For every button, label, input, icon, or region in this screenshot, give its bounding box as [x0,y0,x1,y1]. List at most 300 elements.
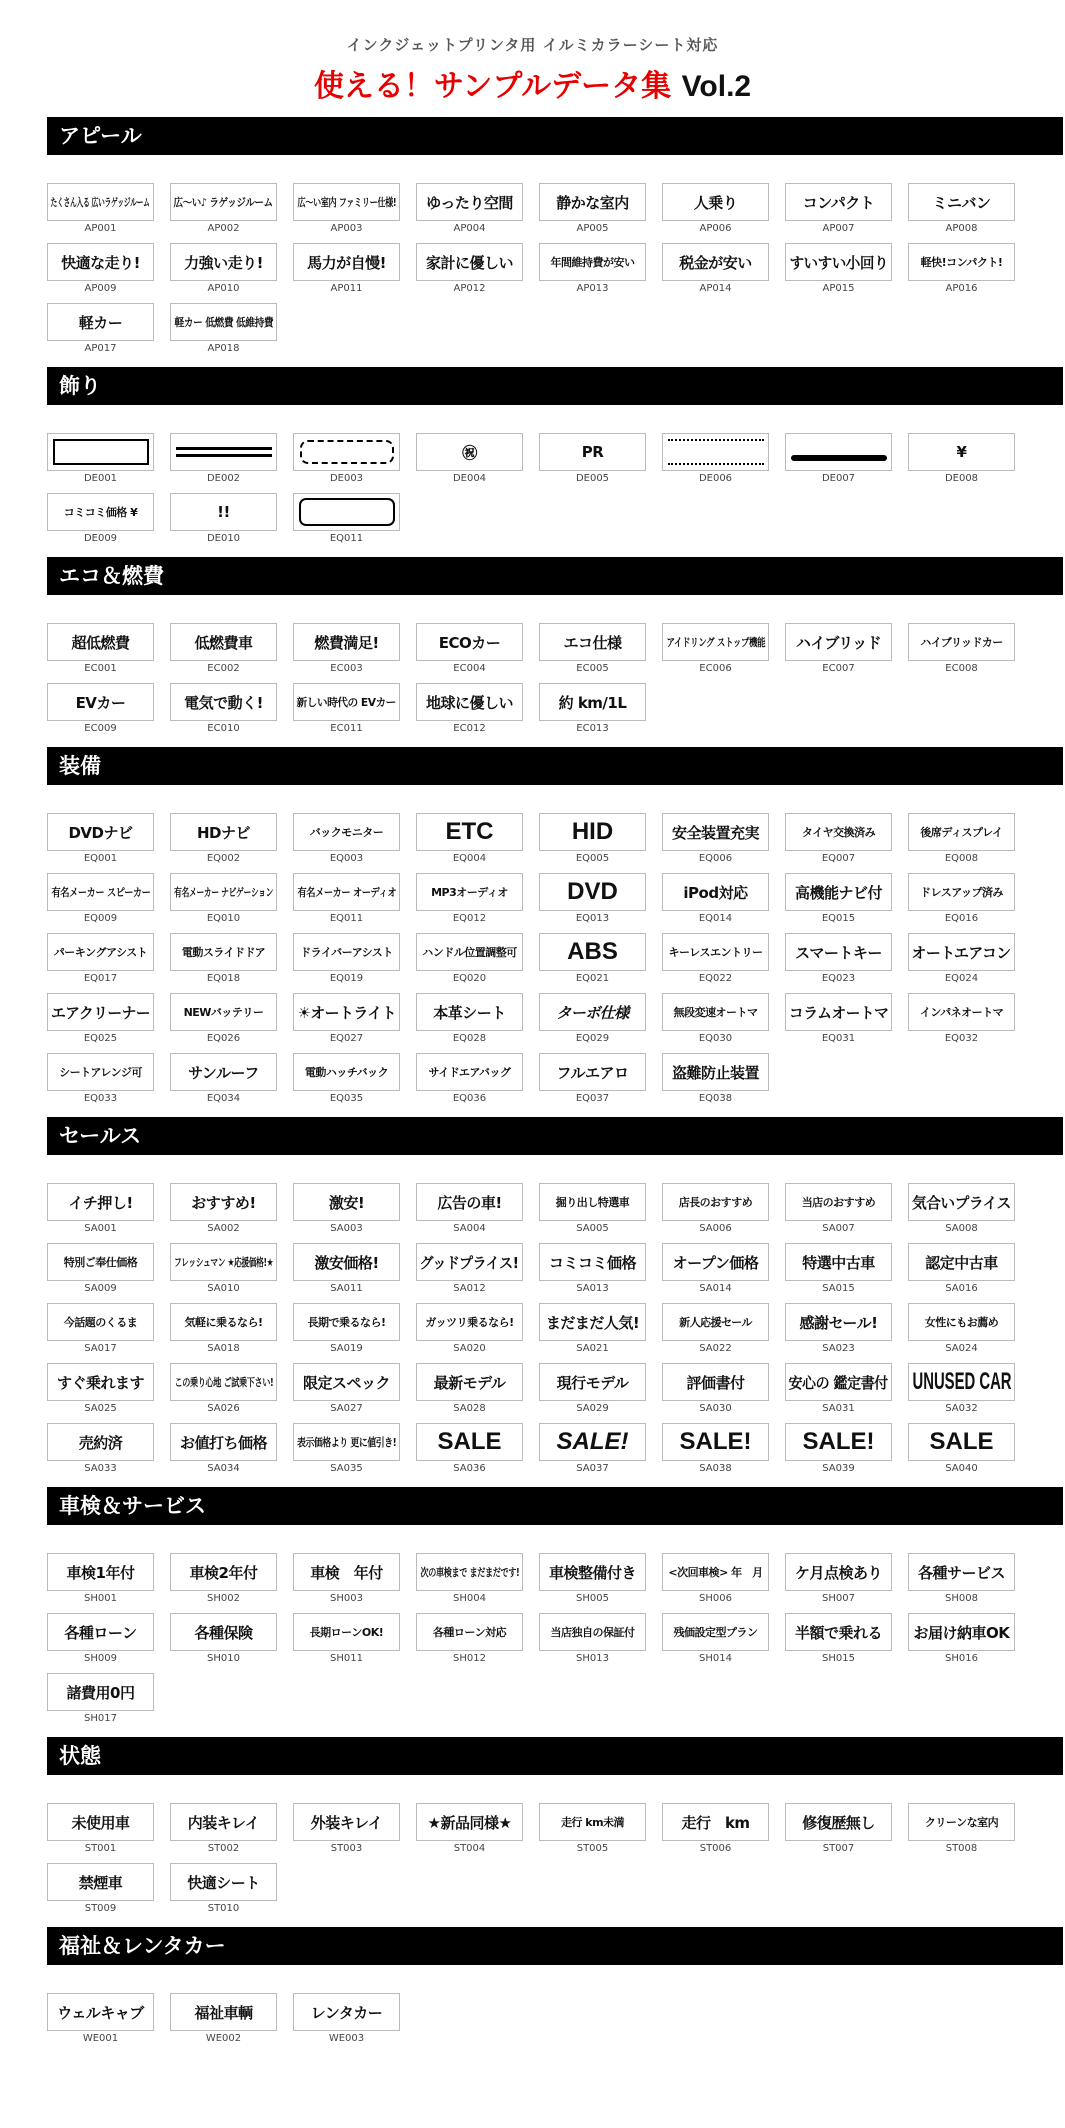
sample-item[interactable] [785,1183,892,1235]
sample-text: 税金が安い [679,253,752,272]
sample-item[interactable] [416,1243,523,1295]
sample-code: EQ038 [698,1093,733,1104]
sample-code: EQ012 [452,913,487,924]
sample-item[interactable] [908,433,1015,485]
sample-item[interactable] [539,1303,646,1355]
sample-code: AP012 [453,283,486,294]
sample-item[interactable] [539,993,646,1045]
sample-item[interactable] [662,243,769,295]
sample-text: 各種ローン [64,1623,137,1642]
page-header [0,0,1065,105]
sample-code: ST003 [330,1843,363,1854]
sample-item[interactable] [785,993,892,1045]
sample-tile [293,813,400,851]
sample-code: SA036 [453,1463,486,1474]
sample-item[interactable] [293,683,400,735]
sample-code: AP007 [822,223,855,234]
sample-item[interactable] [47,813,154,865]
sample-item[interactable] [908,1613,1015,1665]
sample-item[interactable] [170,1863,277,1915]
sample-code: SA031 [822,1403,855,1414]
sample-item[interactable] [47,183,154,235]
sample-text: SALE! [679,1428,752,1455]
sample-code: EC011 [330,723,363,734]
sample-item[interactable] [539,683,646,735]
sample-item[interactable] [539,1613,646,1665]
sample-text: サイドエアバッグ [428,1066,511,1079]
sample-item[interactable] [662,873,769,925]
sample-item[interactable] [170,873,277,925]
sample-item[interactable] [908,873,1015,925]
sample-item[interactable] [416,1183,523,1235]
sample-item[interactable] [416,1363,523,1415]
sample-tile [47,303,154,341]
sample-code: EQ019 [329,973,364,984]
sample-code: SA014 [699,1283,732,1294]
sample-tile [416,683,523,721]
sample-code: ST009 [84,1903,117,1914]
sample-tile [908,433,1015,471]
sample-code: ST004 [453,1843,486,1854]
sample-item[interactable] [416,1553,523,1605]
sample-item[interactable] [47,1423,154,1475]
sample-item[interactable] [785,623,892,675]
sample-item[interactable] [170,1053,277,1105]
sample-tile [293,1243,400,1281]
sample-item[interactable] [662,1553,769,1605]
title-volume: Vol.2 [681,70,752,103]
sample-item[interactable] [170,813,277,865]
sample-text: インパネオートマ [919,1006,1004,1019]
sample-item[interactable] [785,813,892,865]
sample-item[interactable] [293,623,400,675]
sample-item[interactable] [170,493,277,545]
sample-code: EC007 [822,663,855,674]
sample-item[interactable] [170,1613,277,1665]
sample-text: SALE! [556,1428,629,1455]
sample-text: <次回車検> 年 月 [668,1566,763,1579]
sample-text: 車検2年付 [189,1563,258,1582]
sample-code: SA005 [576,1223,609,1234]
sample-item[interactable] [47,1243,154,1295]
sample-tile [47,933,154,971]
sample-item[interactable] [785,873,892,925]
sample-item[interactable] [47,683,154,735]
sample-tile [170,303,277,341]
sample-text: 広〜い♪ ラゲッジルーム [173,196,274,209]
sample-code: SA001 [84,1223,117,1234]
section [47,367,1063,545]
sample-tile [170,433,277,471]
sample-tile [170,1053,277,1091]
sample-code: EQ033 [83,1093,118,1104]
sample-item[interactable] [416,1803,523,1855]
sample-text: 燃費満足! [314,633,379,652]
sample-tile [539,873,646,911]
sample-item[interactable] [170,1243,277,1295]
sample-item[interactable] [785,1303,892,1355]
sample-text: まだまだ人気! [545,1313,640,1332]
sample-item[interactable] [170,683,277,735]
sample-code: EC004 [453,663,486,674]
sample-item[interactable] [416,1423,523,1475]
sample-item[interactable] [539,433,646,485]
sample-item[interactable] [47,1303,154,1355]
sample-code: SA002 [207,1223,240,1234]
sample-code: SA020 [453,1343,486,1354]
sample-code: SA037 [576,1463,609,1474]
sample-item[interactable] [47,1673,154,1725]
sample-code: EQ005 [575,853,610,864]
sample-tile [47,183,154,221]
sample-item[interactable] [908,1183,1015,1235]
sample-text: オープン価格 [672,1253,759,1272]
sample-text: ガッツリ乗るなら! [425,1316,514,1329]
sample-item[interactable] [908,1243,1015,1295]
sample-code: EQ014 [698,913,733,924]
sample-text: 人乗り [693,193,738,212]
sample-item[interactable] [908,1363,1015,1415]
section-title: アピール [47,117,1063,155]
sample-code: EQ032 [944,1033,979,1044]
sample-tile [47,813,154,851]
sample-item[interactable] [416,873,523,925]
sample-tile [908,1423,1015,1461]
sample-item[interactable] [908,183,1015,235]
sample-code: SH012 [453,1653,486,1664]
sample-item[interactable] [662,1303,769,1355]
sample-item[interactable] [293,1993,400,2045]
sample-item[interactable] [293,933,400,985]
sample-tile [908,183,1015,221]
sample-text: ハイブリッドカー [920,636,1003,649]
sample-item[interactable] [170,303,277,355]
sample-code: EQ028 [452,1033,487,1044]
sample-tile [416,1613,523,1651]
sample-code: SA018 [207,1343,240,1354]
sample-item[interactable] [539,813,646,865]
sample-item[interactable] [170,183,277,235]
sample-item[interactable] [293,183,400,235]
sample-text: 電動スライドドア [181,946,266,959]
sample-item[interactable] [170,1303,277,1355]
decoration-wave [300,440,394,464]
sample-grid [47,1155,1063,1475]
sample-tile [416,1553,523,1591]
sample-item[interactable] [539,243,646,295]
section [47,1117,1063,1475]
sample-item[interactable] [416,1303,523,1355]
sample-text: HID [571,818,614,845]
sample-tile [170,623,277,661]
sample-item[interactable] [662,993,769,1045]
sample-item[interactable] [170,243,277,295]
sample-text: レンタカー [310,2003,383,2022]
sample-item[interactable] [293,1243,400,1295]
sample-item[interactable] [170,1553,277,1605]
sample-item[interactable] [293,493,400,545]
sample-item[interactable] [785,1363,892,1415]
sample-item[interactable] [293,1423,400,1475]
sample-item[interactable] [47,243,154,295]
sample-item[interactable] [908,813,1015,865]
sample-item[interactable] [293,1303,400,1355]
sample-tile [662,623,769,661]
sample-item[interactable] [785,183,892,235]
sample-tile [662,1183,769,1221]
sample-text: サンルーフ [188,1063,259,1082]
sample-code: AP010 [207,283,240,294]
sample-text: 軽カー [78,313,123,332]
sample-text: 軽快!コンパクト! [920,256,1003,269]
sample-tile [416,933,523,971]
sample-tile [539,683,646,721]
sample-tile [416,433,523,471]
sample-item[interactable] [785,1553,892,1605]
sample-code: EQ001 [83,853,118,864]
sample-item[interactable] [293,993,400,1045]
sample-code: DE001 [83,473,118,484]
sample-item[interactable] [908,623,1015,675]
sample-text: SALE [929,1428,994,1455]
sample-item[interactable] [539,933,646,985]
sample-item[interactable] [47,1613,154,1665]
sample-code: SA028 [453,1403,486,1414]
sample-code: AP018 [207,343,240,354]
sample-item[interactable] [416,683,523,735]
sample-text: 当店のおすすめ [801,1196,876,1209]
sample-tile [170,1863,277,1901]
sample-tile [785,243,892,281]
sample-item[interactable] [170,1993,277,2045]
sample-item[interactable] [908,1423,1015,1475]
sample-item[interactable] [662,1183,769,1235]
page-title [0,61,1065,105]
sample-item[interactable] [170,433,277,485]
sample-code: SA024 [945,1343,978,1354]
sample-text: おすすめ! [191,1193,256,1212]
sample-item[interactable] [539,183,646,235]
sample-code: SA012 [453,1283,486,1294]
sample-item[interactable] [662,183,769,235]
sample-item[interactable] [416,243,523,295]
sample-item[interactable] [539,1363,646,1415]
sample-code: SH003 [330,1593,363,1604]
sample-text: 有名メーカー ナビゲーション [173,886,274,899]
sample-code: EQ020 [452,973,487,984]
sample-code: DE009 [83,533,118,544]
sample-item[interactable] [47,993,154,1045]
sample-text: スマートキー [795,943,882,962]
sample-item[interactable] [539,623,646,675]
sample-code: EQ018 [206,973,241,984]
sample-item[interactable] [785,1243,892,1295]
sample-text: 外装キレイ [310,1813,383,1832]
sample-text: 広〜い室内 ファミリー仕様! [297,196,396,209]
sample-item[interactable] [293,1183,400,1235]
sample-item[interactable] [662,1423,769,1475]
sample-item[interactable] [47,1053,154,1105]
sample-code: SA034 [207,1463,240,1474]
sample-item[interactable] [47,1363,154,1415]
decoration-round [299,498,395,526]
sample-text: フルエアロ [556,1063,629,1082]
sample-item[interactable] [416,623,523,675]
sample-code: EQ036 [452,1093,487,1104]
sample-item[interactable] [785,433,892,485]
sample-code: SH011 [330,1653,363,1664]
decoration-brush [791,455,887,461]
sample-item[interactable] [785,1803,892,1855]
sample-item[interactable] [908,933,1015,985]
sample-item[interactable] [908,1803,1015,1855]
sample-tile [293,1303,400,1341]
sample-item[interactable] [47,433,154,485]
sample-item[interactable] [47,873,154,925]
sample-item[interactable] [662,1363,769,1415]
section [47,1487,1063,1725]
sample-text: PR [581,443,604,461]
sample-text: ハイブリッド [795,633,882,652]
sample-tile [416,1423,523,1461]
sample-item[interactable] [47,1553,154,1605]
sample-item[interactable] [47,623,154,675]
sample-item[interactable] [416,183,523,235]
sample-text: 残価設定型プラン [673,1626,758,1639]
sample-text: コンパクト [802,193,875,212]
sample-code: SA004 [453,1223,486,1234]
sample-code: AP004 [453,223,486,234]
sample-item[interactable] [170,1363,277,1415]
sample-item[interactable] [170,1183,277,1235]
sample-item[interactable] [539,873,646,925]
sample-item[interactable] [47,933,154,985]
sample-item[interactable] [416,433,523,485]
sample-item[interactable] [170,1803,277,1855]
sample-item[interactable] [293,433,400,485]
sample-code: SA040 [945,1463,978,1474]
sample-item[interactable] [170,993,277,1045]
sample-text: 走行 km未満 [560,1816,625,1829]
sample-code: EQ015 [821,913,856,924]
sample-text: 快適シート [187,1873,260,1892]
sample-tile [47,243,154,281]
sample-tile [293,873,400,911]
sample-item[interactable] [293,1803,400,1855]
sample-item[interactable] [47,1803,154,1855]
sample-text: タイヤ交換済み [801,826,876,839]
sample-item[interactable] [785,933,892,985]
sample-item[interactable] [662,1053,769,1105]
sample-tile [908,1183,1015,1221]
sample-item[interactable] [170,1423,277,1475]
sample-tile [662,1553,769,1591]
sample-tile [293,1993,400,2031]
sample-tile [539,183,646,221]
sample-item[interactable] [908,243,1015,295]
sample-code: EQ035 [329,1093,364,1104]
sample-tile [662,183,769,221]
sample-code: SH008 [945,1593,978,1604]
sample-item[interactable] [539,1423,646,1475]
sample-item[interactable] [785,1423,892,1475]
sample-tile [662,1243,769,1281]
sample-tile [47,1673,154,1711]
sample-item[interactable] [170,623,277,675]
sample-item[interactable] [416,933,523,985]
sample-item[interactable] [293,1613,400,1665]
sample-item[interactable] [539,1803,646,1855]
sample-item[interactable] [293,1553,400,1605]
sample-text: 安心の 鑑定書付 [788,1373,889,1392]
sample-item[interactable] [662,813,769,865]
sample-text: 激安! [328,1193,365,1212]
sample-item[interactable] [47,1183,154,1235]
sample-item[interactable] [416,1613,523,1665]
sample-tile [908,873,1015,911]
sample-tile [47,1803,154,1841]
sample-tile [785,1363,892,1401]
sample-item[interactable] [908,993,1015,1045]
sample-item[interactable] [47,303,154,355]
sample-item[interactable] [47,1863,154,1915]
sample-text: ゆったり空間 [426,193,513,212]
sample-item[interactable] [47,493,154,545]
sample-item[interactable] [539,1553,646,1605]
sample-tile [293,433,400,471]
sample-item[interactable] [416,1053,523,1105]
sample-item[interactable] [662,1613,769,1665]
sample-item[interactable] [293,1363,400,1415]
sample-tile [785,1803,892,1841]
sample-item[interactable] [539,1243,646,1295]
sample-text: 静かな室内 [556,193,629,212]
sample-text: HDナビ [196,823,250,842]
sample-tile [785,873,892,911]
sample-item[interactable] [662,1243,769,1295]
sample-item[interactable] [539,1183,646,1235]
sample-item[interactable] [416,993,523,1045]
sample-item[interactable] [662,933,769,985]
sample-item[interactable] [785,1613,892,1665]
sample-item[interactable] [293,1053,400,1105]
sample-tile [170,1993,277,2031]
sample-item[interactable] [662,433,769,485]
sample-code: AP016 [945,283,978,294]
sample-code: SA015 [822,1283,855,1294]
sample-item[interactable] [293,243,400,295]
sample-tile [908,933,1015,971]
sample-text: SALE [437,1428,502,1455]
sample-item[interactable] [47,1993,154,2045]
sample-item[interactable] [293,813,400,865]
sample-item[interactable] [293,873,400,925]
sample-item[interactable] [170,933,277,985]
sample-code: AP005 [576,223,609,234]
sample-tile [662,1303,769,1341]
sample-item[interactable] [662,1803,769,1855]
sample-text: 盗難防止装置 [671,1063,759,1082]
sample-item[interactable] [908,1303,1015,1355]
sample-item[interactable] [539,1053,646,1105]
section-title: エコ＆燃費 [47,557,1063,595]
sample-text: iPod対応 [683,883,748,902]
sample-item[interactable] [908,1553,1015,1605]
sample-tile [47,1053,154,1091]
sample-item[interactable] [662,623,769,675]
sample-item[interactable] [416,813,523,865]
sample-item[interactable] [785,243,892,295]
